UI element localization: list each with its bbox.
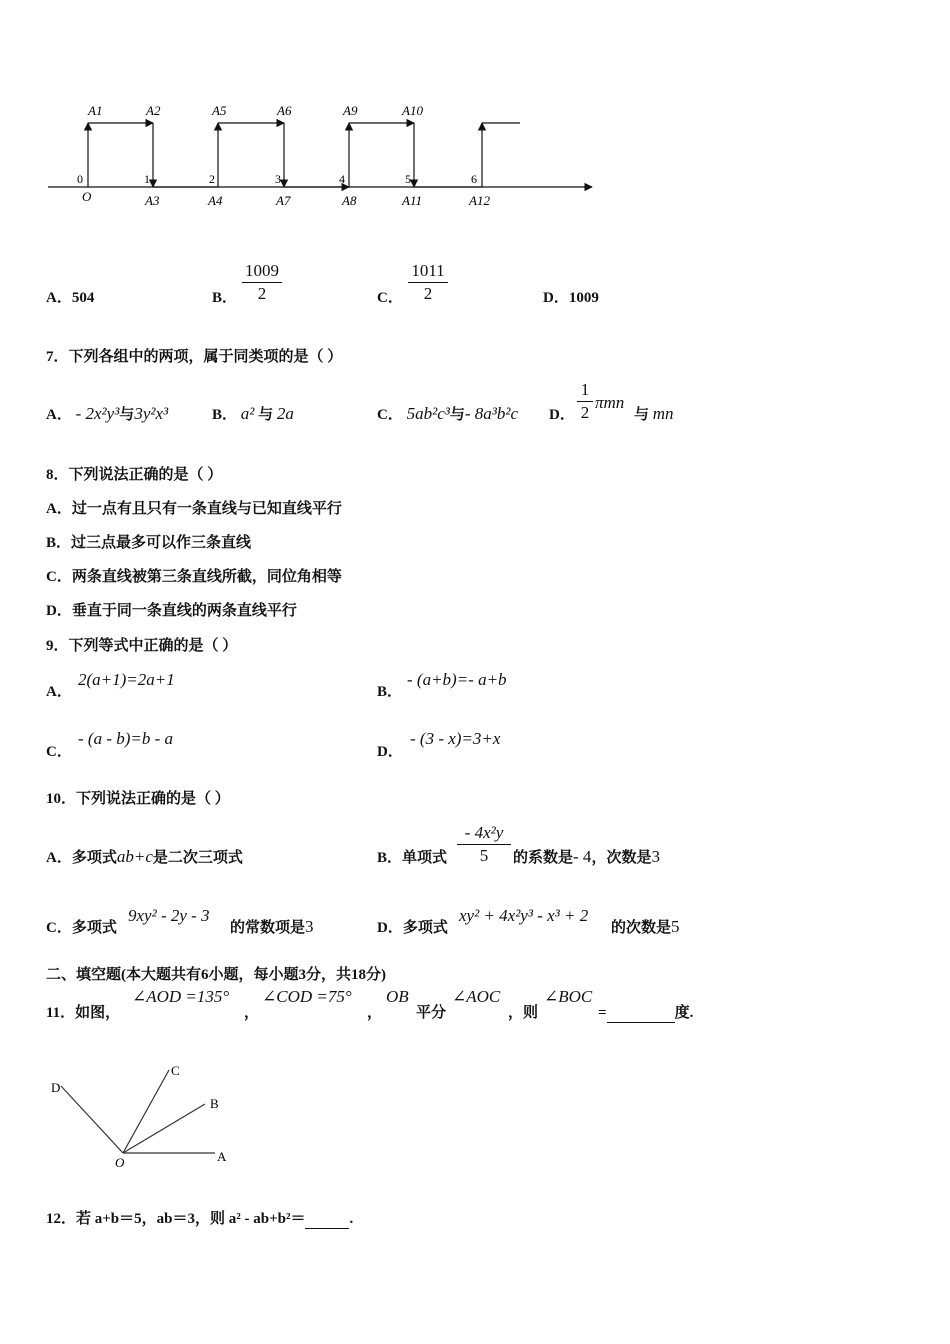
- q9-option-a-label: A．: [46, 684, 72, 700]
- q7-option-a: A． - 2x²y³与3y²x³: [46, 404, 169, 423]
- q9-option-c-label: C．: [46, 744, 72, 760]
- point-label: A11: [402, 193, 422, 208]
- point-label: A6: [277, 103, 292, 118]
- origin-label: O: [82, 189, 92, 204]
- q7-option-d-fraction: 1 2: [577, 380, 593, 423]
- q11-then: ，则: [508, 1005, 539, 1021]
- ray-oc: [123, 1070, 169, 1153]
- q12-blank[interactable]: [305, 1211, 349, 1229]
- q10-option-b-fraction: - 4x²y 5: [457, 823, 511, 866]
- q7-stem: 7．下列各组中的两项，属于同类项的是（ ）: [46, 349, 343, 365]
- q10-option-c-label: C．多项式: [46, 920, 117, 936]
- point-label: A2: [146, 103, 161, 118]
- option-c-fraction: 1011 2: [408, 261, 448, 304]
- point-label: A8: [342, 193, 357, 208]
- q11-prefix: 11．如图，: [46, 1005, 121, 1021]
- option-b-fraction: 1009 2: [242, 261, 282, 304]
- q11-cond1: ∠AOD =135°: [132, 987, 230, 1006]
- point-label: A12: [469, 193, 490, 208]
- q11-cond3: OB: [386, 987, 409, 1006]
- q9-option-b-label: B．: [377, 684, 403, 700]
- option-c-label: C．: [377, 290, 403, 306]
- q10-option-b-tail: 的系数是- 4，次数是3: [513, 847, 660, 866]
- section-title: 二、填空题(本大题共有6小题，每小题3分，共18分): [46, 967, 386, 983]
- q7-option-c: C． 5ab²c³与- 8a³b²c: [377, 404, 519, 423]
- q10-option-d-expr: xy² + 4x²y³ - x³ + 2: [459, 906, 589, 925]
- option-a: A．504: [46, 290, 95, 306]
- tick-label: 3: [275, 172, 281, 186]
- q9-option-b-expr: - (a+b)=- a+b: [407, 670, 507, 689]
- q8-option-b: B．过三点最多可以作三条直线: [46, 535, 252, 551]
- option-d: D．1009: [543, 290, 599, 306]
- option-b-label: B．: [212, 290, 238, 306]
- tick-label: 4: [339, 172, 345, 186]
- point-label: A5: [212, 103, 227, 118]
- label-b: B: [210, 1096, 219, 1111]
- ray-od: [61, 1086, 123, 1153]
- q11-sep2: ，: [367, 1005, 383, 1021]
- q9-option-d-label: D．: [377, 744, 403, 760]
- tick-label: 0: [77, 172, 83, 186]
- q7-option-d-expr: πmn: [595, 393, 625, 412]
- q10-option-b-label: B．单项式: [377, 850, 448, 866]
- q9-stem: 9．下列等式中正确的是（ ）: [46, 638, 238, 654]
- point-label: A7: [276, 193, 291, 208]
- point-label: A4: [208, 193, 223, 208]
- q7-option-d-label: D．: [549, 407, 575, 423]
- q11-answer: = 度.: [598, 1005, 694, 1021]
- q9-option-c-expr: - (a - b)=b - a: [78, 729, 174, 748]
- q9-option-d-expr: - (3 - x)=3+x: [410, 729, 501, 748]
- q12: 12．若 a+b＝5，ab＝3，则 a² - ab+b²＝ .: [46, 1211, 354, 1227]
- q10-option-d-tail: 的次数是5: [611, 917, 680, 936]
- q11-cond4: ∠AOC: [452, 987, 501, 1006]
- tick-label: 5: [405, 172, 411, 186]
- arrow-path-figure: [40, 95, 610, 220]
- q11-target: ∠BOC: [544, 987, 593, 1006]
- q9-option-a-expr: 2(a+1)=2a+1: [78, 670, 175, 689]
- point-label: A3: [145, 193, 160, 208]
- ray-ob: [123, 1104, 205, 1153]
- q11-cond2: ∠COD =75°: [262, 987, 352, 1006]
- angle-figure: [45, 1060, 245, 1175]
- q7-option-d-tail: 与 mn: [634, 404, 674, 423]
- tick-label: 1: [144, 172, 150, 186]
- q11-mid: 平分: [416, 1005, 447, 1021]
- q8-option-a: A．过一点有且只有一条直线与已知直线平行: [46, 501, 342, 517]
- tick-label: 6: [471, 172, 477, 186]
- q10-option-d-label: D．多项式: [377, 920, 448, 936]
- q8-option-c: C．两条直线被第三条直线所截，同位角相等: [46, 569, 342, 585]
- point-label: A9: [343, 103, 358, 118]
- label-a: A: [217, 1149, 227, 1164]
- q11-sep1: ，: [244, 1005, 260, 1021]
- label-c: C: [171, 1063, 180, 1078]
- q11-blank[interactable]: [607, 1005, 675, 1023]
- label-d: D: [51, 1080, 61, 1095]
- q7-option-b: B． a² 与 2a: [212, 404, 294, 423]
- point-label: A10: [402, 103, 423, 118]
- label-o: O: [115, 1155, 125, 1170]
- point-label: A1: [88, 103, 103, 118]
- q8-option-d: D．垂直于同一条直线的两条直线平行: [46, 603, 297, 619]
- q10-option-a: A．多项式ab+c是二次三项式: [46, 847, 243, 866]
- q10-stem: 10．下列说法正确的是（ ）: [46, 791, 230, 807]
- q8-stem: 8．下列说法正确的是（ ）: [46, 467, 223, 483]
- q10-option-c-expr: 9xy² - 2y - 3: [128, 906, 210, 925]
- q10-option-c-tail: 的常数项是3: [230, 917, 314, 936]
- tick-label: 2: [209, 172, 215, 186]
